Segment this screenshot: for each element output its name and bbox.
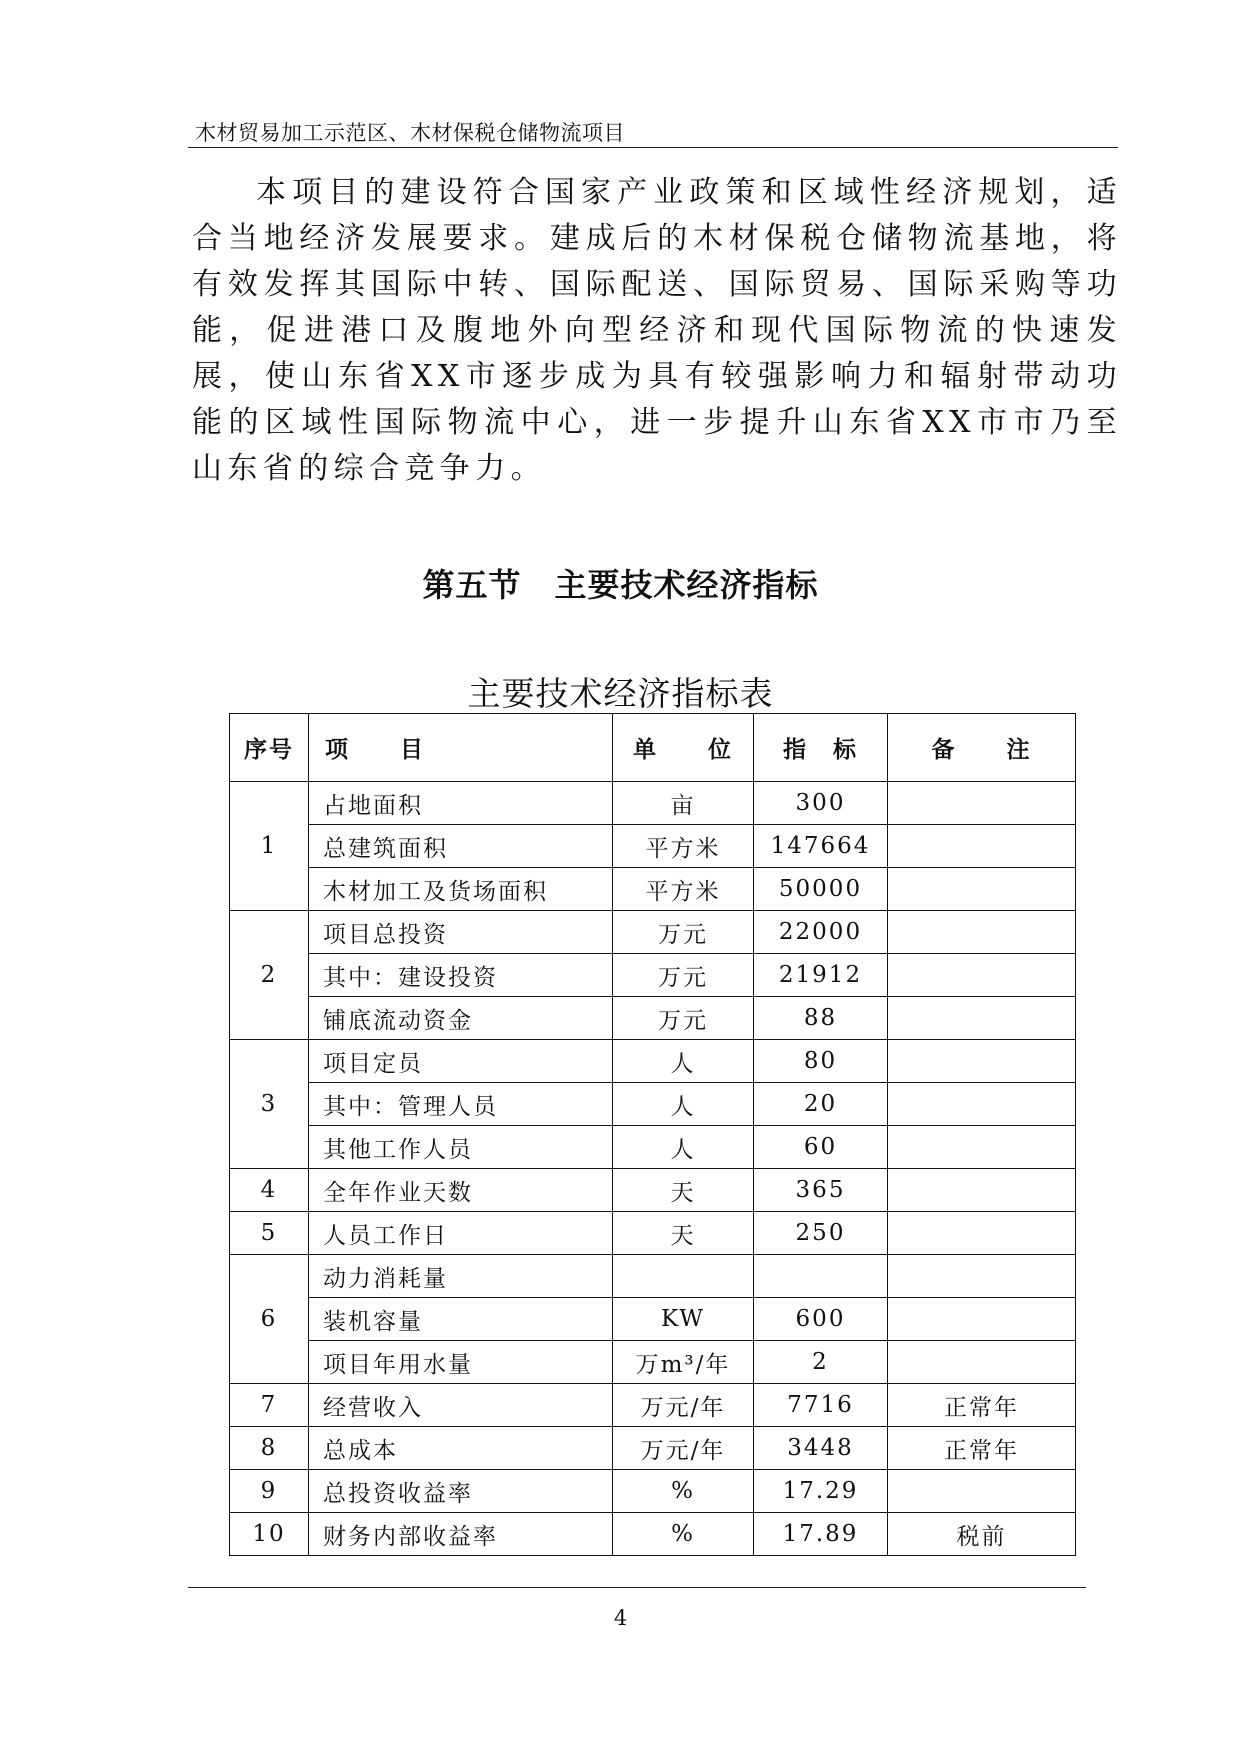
header-item: 项 目: [309, 714, 613, 782]
unit-cell: KW: [613, 1298, 754, 1341]
value-cell: 17.89: [754, 1513, 888, 1556]
note-cell: 正常年: [888, 1384, 1076, 1427]
header-divider: [188, 147, 1118, 148]
note-cell: 税前: [888, 1513, 1076, 1556]
unit-cell: %: [613, 1513, 754, 1556]
table-row: [230, 1341, 1076, 1384]
note-cell: [888, 954, 1076, 997]
unit-cell: 平方米: [613, 868, 754, 911]
row-number-cell: 6: [230, 1255, 309, 1384]
row-number-cell: 4: [230, 1169, 309, 1212]
value-cell: 50000: [754, 868, 888, 911]
note-cell: [888, 997, 1076, 1040]
item-cell: 经营收入: [309, 1384, 613, 1427]
row-number-cell: 10: [230, 1513, 309, 1556]
table-row: [230, 782, 1076, 825]
value-cell: 21912: [754, 954, 888, 997]
header-unit: 单 位: [613, 714, 754, 782]
note-cell: [888, 1212, 1076, 1255]
section-title: 第五节 主要技术经济指标: [422, 566, 819, 604]
row-number-cell: 1: [230, 782, 309, 911]
running-header: 木材贸易加工示范区、木材保税仓储物流项目: [195, 121, 625, 145]
note-cell: [888, 1255, 1076, 1298]
unit-cell: 平方米: [613, 825, 754, 868]
table-row: [230, 1255, 1076, 1298]
item-cell: 全年作业天数: [309, 1169, 613, 1212]
table-row: [230, 997, 1076, 1040]
page-number: 4: [613, 1606, 628, 1630]
value-cell: 80: [754, 1040, 888, 1083]
item-cell: 项目总投资: [309, 911, 613, 954]
item-cell: 占地面积: [309, 782, 613, 825]
row-number-cell: 3: [230, 1040, 309, 1169]
header-value: 指 标: [754, 714, 888, 782]
item-cell: 财务内部收益率: [309, 1513, 613, 1556]
item-cell: 人员工作日: [309, 1212, 613, 1255]
note-cell: [888, 782, 1076, 825]
value-cell: 20: [754, 1083, 888, 1126]
note-cell: [888, 868, 1076, 911]
unit-cell: 人: [613, 1126, 754, 1169]
item-cell: 总投资收益率: [309, 1470, 613, 1513]
table-row: [230, 954, 1076, 997]
item-cell: 装机容量: [309, 1298, 613, 1341]
row-number-cell: 5: [230, 1212, 309, 1255]
table-row: [230, 1126, 1076, 1169]
row-number-cell: 8: [230, 1427, 309, 1470]
row-number-cell: 7: [230, 1384, 309, 1427]
item-cell: 动力消耗量: [309, 1255, 613, 1298]
value-cell: 250: [754, 1212, 888, 1255]
unit-cell: 万元/年: [613, 1427, 754, 1470]
table-row: [230, 1298, 1076, 1341]
unit-cell: 万m³/年: [613, 1341, 754, 1384]
table-row: [230, 1212, 1076, 1255]
item-cell: 总建筑面积: [309, 825, 613, 868]
note-cell: [888, 911, 1076, 954]
table-header-row: [230, 714, 1076, 782]
row-number-cell: 2: [230, 911, 309, 1040]
note-cell: 正常年: [888, 1427, 1076, 1470]
value-cell: 365: [754, 1169, 888, 1212]
row-number-cell: 9: [230, 1470, 309, 1513]
item-cell: 铺底流动资金: [309, 997, 613, 1040]
value-cell: 147664: [754, 825, 888, 868]
unit-cell: 人: [613, 1040, 754, 1083]
value-cell: 300: [754, 782, 888, 825]
value-cell: 17.29: [754, 1470, 888, 1513]
unit-cell: [613, 1255, 754, 1298]
note-cell: [888, 1083, 1076, 1126]
unit-cell: 万元: [613, 997, 754, 1040]
table-row: [230, 1427, 1076, 1470]
unit-cell: 人: [613, 1083, 754, 1126]
table-row: [230, 1384, 1076, 1427]
note-cell: [888, 1169, 1076, 1212]
value-cell: 3448: [754, 1427, 888, 1470]
unit-cell: %: [613, 1470, 754, 1513]
value-cell: 88: [754, 997, 888, 1040]
unit-cell: 万元/年: [613, 1384, 754, 1427]
value-cell: 60: [754, 1126, 888, 1169]
item-cell: 总成本: [309, 1427, 613, 1470]
unit-cell: 亩: [613, 782, 754, 825]
table-row: [230, 1169, 1076, 1212]
header-note: 备 注: [888, 714, 1076, 782]
indicators-table: [229, 713, 1076, 1556]
unit-cell: 万元: [613, 954, 754, 997]
value-cell: [754, 1255, 888, 1298]
header-no: 序号: [230, 714, 309, 782]
value-cell: 2: [754, 1341, 888, 1384]
note-cell: [888, 1040, 1076, 1083]
unit-cell: 天: [613, 1169, 754, 1212]
value-cell: 7716: [754, 1384, 888, 1427]
note-cell: [888, 1341, 1076, 1384]
value-cell: 22000: [754, 911, 888, 954]
unit-cell: 万元: [613, 911, 754, 954]
item-cell: 木材加工及货场面积: [309, 868, 613, 911]
item-cell: 其他工作人员: [309, 1126, 613, 1169]
footer-divider: [188, 1587, 1086, 1588]
value-cell: 600: [754, 1298, 888, 1341]
unit-cell: 天: [613, 1212, 754, 1255]
table-row: [230, 1470, 1076, 1513]
body-paragraph: 本项目的建设符合国家产业政策和区域性经济规划，适合当地经济发展要求。建成后的木材保税仓储物流基地，将有效发挥其国际中转、国际配送、国际贸易、国际采购等功能，促进港口及腹地外向型经济和现代国际物流的快速发展，使山东省XX市逐步成为具有较强影响力和辐射带动功能的区域性国际物流中心，进一步提升山东省XX市市乃至山东省的综合竞争力。: [192, 175, 1122, 486]
table-title: 主要技术经济指标表: [467, 674, 774, 713]
item-cell: 项目定员: [309, 1040, 613, 1083]
table-row: [230, 1040, 1076, 1083]
table-row: [230, 868, 1076, 911]
table-row: [230, 1083, 1076, 1126]
table-body: [230, 782, 1076, 1556]
note-cell: [888, 1126, 1076, 1169]
item-cell: 其中：管理人员: [309, 1083, 613, 1126]
item-cell: 项目年用水量: [309, 1341, 613, 1384]
table-row: [230, 911, 1076, 954]
item-cell: 其中：建设投资: [309, 954, 613, 997]
note-cell: [888, 1298, 1076, 1341]
table-row: [230, 825, 1076, 868]
note-cell: [888, 825, 1076, 868]
note-cell: [888, 1470, 1076, 1513]
table-row: [230, 1513, 1076, 1556]
